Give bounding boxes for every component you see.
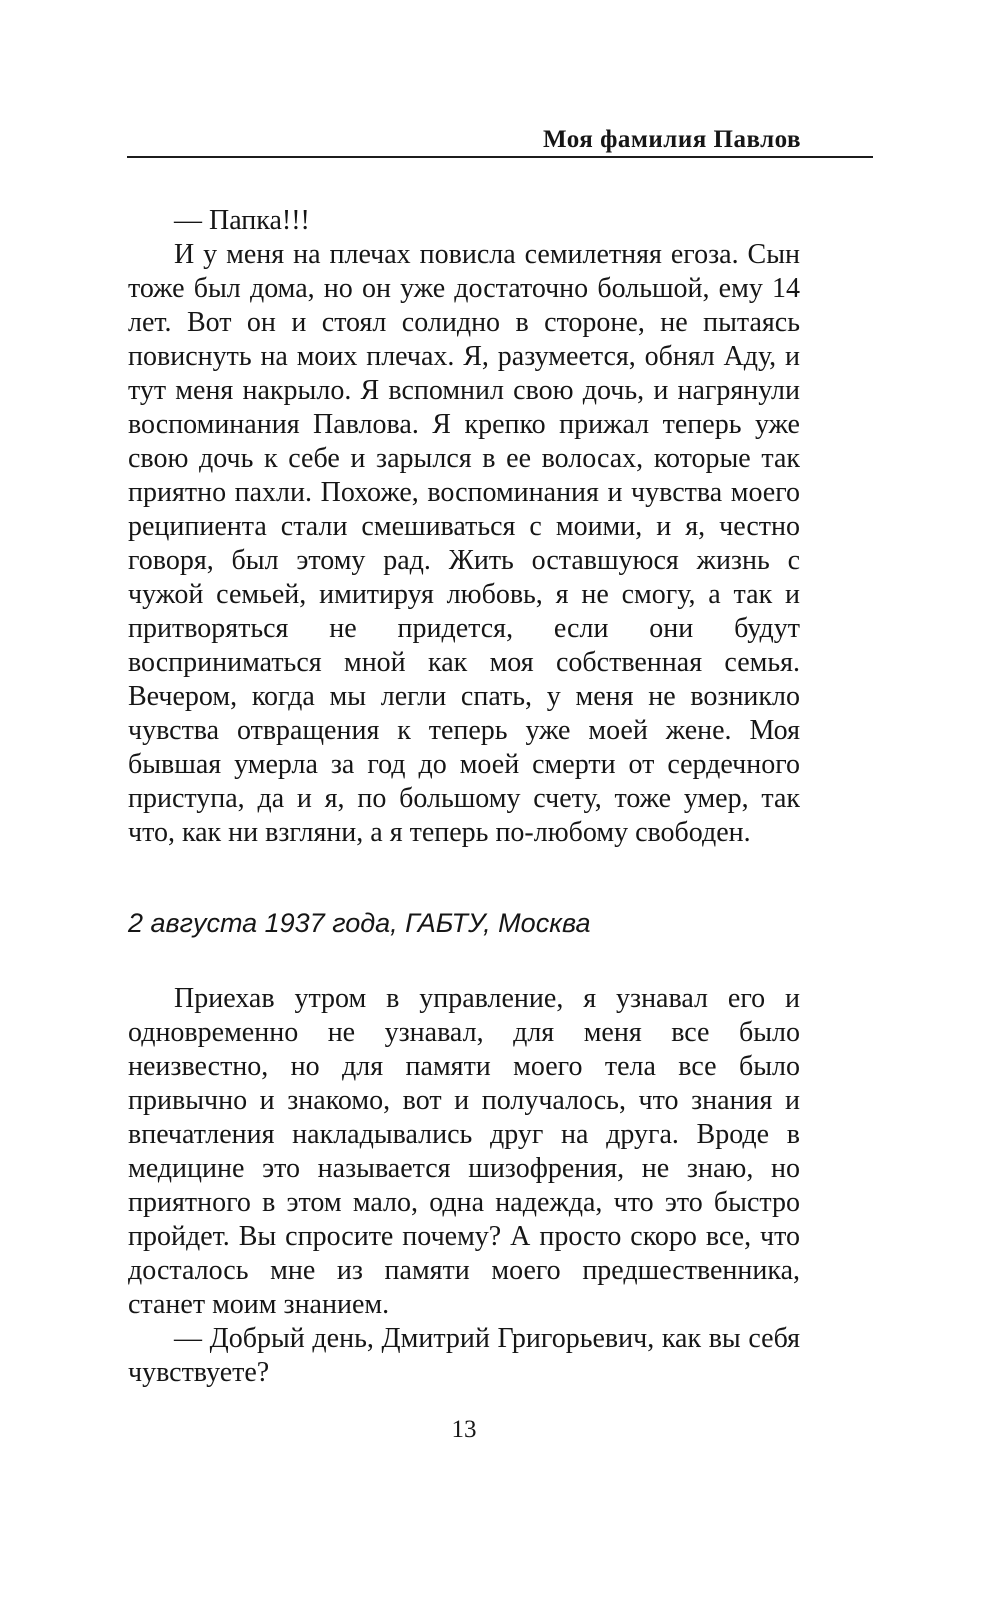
body-paragraph: Приехав утром в управление, я узнавал его и одновременно не узнавал, для меня все было неизвестно, но для памяти моего тела все было привычно и знакомо, вот и получалось, что знания и впечатления накладывались друг на друга. Вроде в медицине это называется шизофрения, не знаю, но приятного в этом мало, одна надежда, что это быстро пройдет. Вы спросите почему? А просто скоро все, что досталось мне из памяти моего предшественника, станет моим знанием.: [128, 983, 800, 1320]
page-number: 13: [451, 1416, 477, 1443]
body-paragraph: И у меня на плечах повисла семилетняя егоза. Сын тоже был дома, но он уже достаточно большой, ему 14 лет. Вот он и стоял солидно в стороне, не пытаясь повиснуть на моих плечах. Я, разумеется, обнял Аду, и тут меня накрыло. Я вспомнил свою дочь, и нагрянули воспоминания Павлова. Я крепко прижал теперь уже свою дочь к себе и зарылся в ее волосах, которые так приятно пахли. Похоже, воспоминания и чувства моего реципиента стали смешиваться с моими, и я, честно говоря, был этому рад. Жить оставшуюся жизнь с чужой семьей, имитируя любовь, я не смогу, а так и притворяться не придется, если они будут восприниматься мной как моя собственная семья. Вечером, когда мы легли спать, у меня не возникло чувства отвращения к теперь уже моей жене. Моя бывшая умерла за год до моей смерти от сердечного приступа, да и я, по большому счету, тоже умер, так что, как ни взгляни, а я теперь по-любому свободен.: [128, 239, 800, 848]
header-rule: [127, 156, 873, 158]
running-head: Моя фамилия Павлов: [543, 126, 802, 153]
section-date-heading: 2 августа 1937 года, ГАБТУ, Москва: [128, 908, 591, 938]
dialog-line: — Добрый день, Дмитрий Григорьевич, как вы себя чувствуете?: [128, 1323, 800, 1388]
dialog-line: — Папка!!!: [174, 205, 310, 236]
text-block: [128, 204, 800, 1390]
